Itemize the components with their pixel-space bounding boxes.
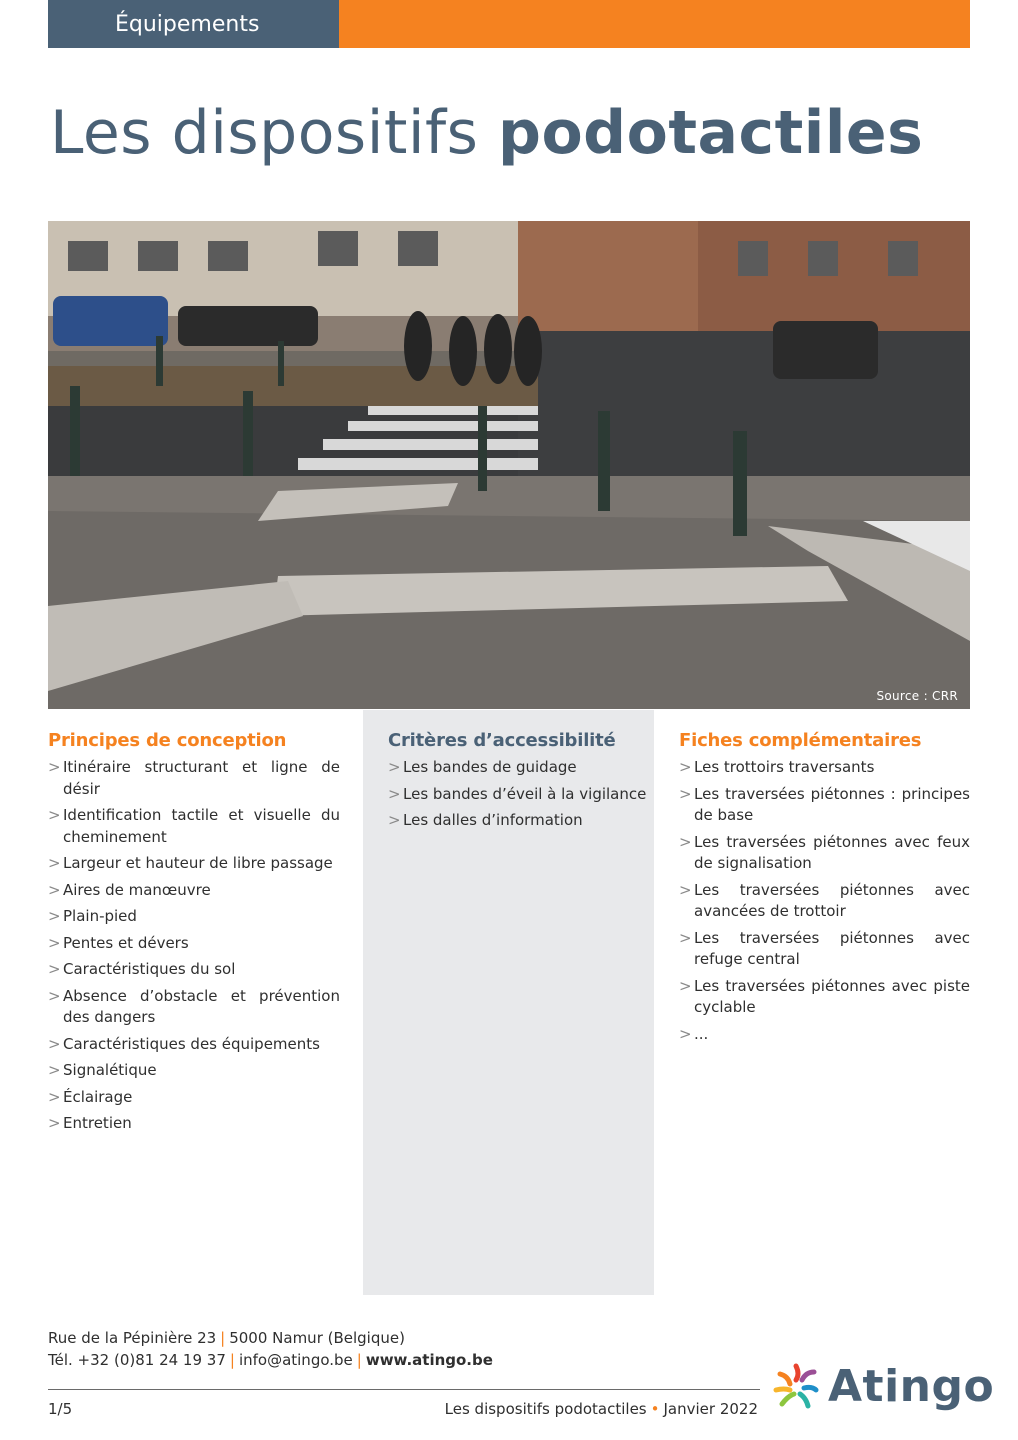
list-item[interactable]: > Aires de manœuvre (48, 880, 340, 902)
list-item[interactable]: > Les dalles d’information (388, 810, 654, 832)
page-number: 1/5 (48, 1400, 73, 1418)
header-bar (48, 0, 970, 48)
list-item[interactable]: > Plain-pied (48, 906, 340, 928)
email-link[interactable]: info@atingo.be (238, 1351, 353, 1369)
website-link[interactable]: www.atingo.be (365, 1351, 493, 1369)
phone[interactable]: Tél. +32 (0)81 24 19 37 (48, 1351, 226, 1369)
criteria-column (363, 710, 654, 1295)
list-item[interactable]: > Les traversées piétonnes avec feux de signalisation (679, 832, 970, 875)
list-item[interactable]: > Itinéraire structurant et ligne de désir (48, 757, 340, 800)
street: Rue de la Pépinière 23 (48, 1329, 217, 1347)
list-item[interactable]: > Les traversées piétonnes : principes de base (679, 784, 970, 827)
list-item[interactable]: > Caractéristiques des équipements (48, 1034, 340, 1056)
title-bold: podotactiles (498, 98, 924, 168)
title-light: Les dispositifs (50, 98, 479, 168)
sheets-column (679, 710, 970, 1050)
criteria-list (388, 757, 654, 832)
list-item[interactable]: > Identification tactile et visuelle du cheminement (48, 805, 340, 848)
page-title (50, 98, 923, 168)
list-item[interactable]: > Largeur et hauteur de libre passage (48, 853, 340, 875)
list-item[interactable]: > Les traversées piétonnes avec refuge central (679, 928, 970, 971)
city: 5000 Namur (Belgique) (229, 1329, 405, 1347)
list-item[interactable]: > Caractéristiques du sol (48, 959, 340, 981)
list-item[interactable]: > Les bandes de guidage (388, 757, 654, 779)
footer-doc-info: Les dispositifs podotactiles • Janvier 2022 (444, 1400, 758, 1418)
principles-heading: Principes de conception (48, 730, 287, 751)
list-item[interactable]: > Les trottoirs traversants (679, 757, 970, 779)
list-item[interactable]: > ... (679, 1024, 970, 1046)
sheets-heading: Fiches complémentaires (679, 730, 922, 751)
footer-address: Rue de la Pépinière 23 | 5000 Namur (Belgique) Tél. +32 (0)81 24 19 37 | info@atingo.be | www.atingo.be (48, 1329, 493, 1369)
logo-icon (770, 1360, 822, 1412)
atingo-logo (770, 1360, 994, 1412)
list-item[interactable]: > Les traversées piétonnes avec avancées de trottoir (679, 880, 970, 923)
list-item[interactable]: > Les bandes d’éveil à la vigilance (388, 784, 654, 806)
street-photo (48, 221, 970, 709)
list-item[interactable]: > Entretien (48, 1113, 340, 1135)
logo-text: Atingo (828, 1360, 995, 1412)
doc-date: Janvier 2022 (663, 1400, 758, 1418)
list-item[interactable]: > Les traversées piétonnes avec piste cyclable (679, 976, 970, 1019)
list-item[interactable]: > Éclairage (48, 1087, 340, 1109)
footer-divider (48, 1389, 760, 1390)
principles-list (48, 757, 340, 1135)
principles-column (48, 710, 340, 1140)
photo-illustration (48, 221, 970, 709)
list-item[interactable]: > Absence d’obstacle et prévention des dangers (48, 986, 340, 1029)
list-item[interactable]: > Pentes et dévers (48, 933, 340, 955)
photo-credit: Source : CRR (876, 689, 958, 703)
doc-title: Les dispositifs podotactiles (444, 1400, 647, 1418)
category-label: Équipements (48, 0, 339, 48)
header-accent (339, 0, 970, 48)
criteria-heading: Critères d’accessibilité (388, 730, 616, 751)
sheets-list (679, 757, 970, 1045)
list-item[interactable]: > Signalétique (48, 1060, 340, 1082)
